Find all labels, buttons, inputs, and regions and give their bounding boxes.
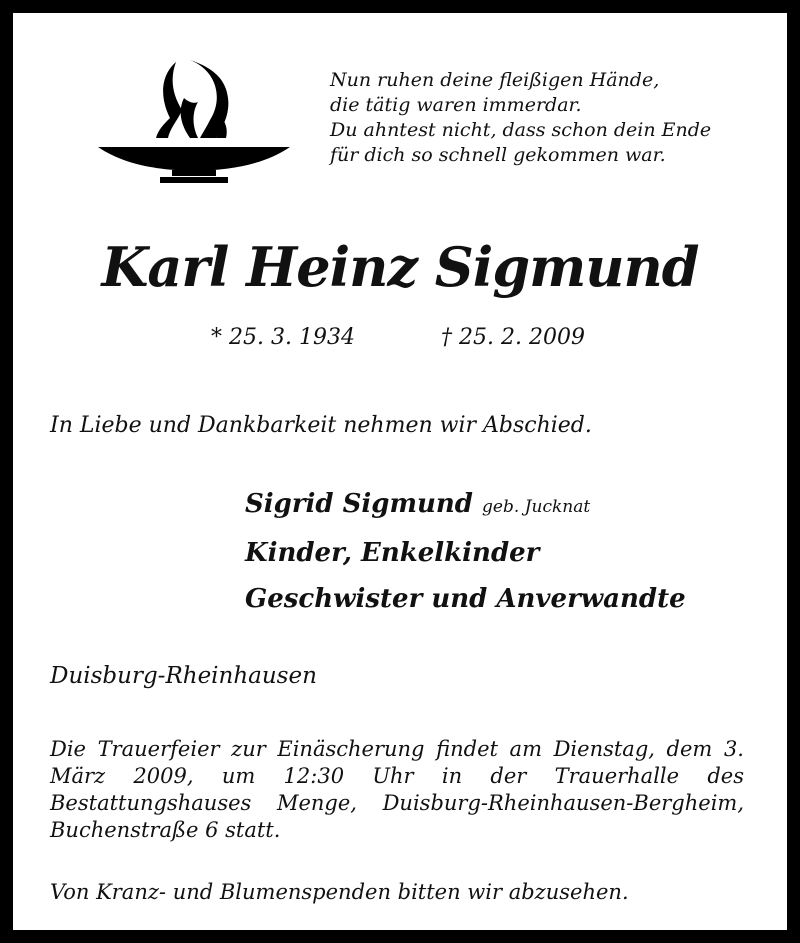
poem-line: Du ahntest nicht, dass schon dein Ende [330, 119, 712, 141]
deceased-name: Karl Heinz Sigmund [101, 235, 699, 299]
mourner-children: Kinder, Enkelkinder [245, 538, 540, 568]
poem-line: die tätig waren immerdar. [330, 94, 582, 116]
mourner-relatives: Geschwister und Anverwandte [245, 584, 686, 614]
birth-date: * 25. 3. 1934 [211, 325, 355, 350]
service-notice: Die Trauerfeier zur Einäscherung findet am Dienstag, dem 3. März 2009, um 12:30 Uhr in der Trauerhalle des Bestattungshauses Menge, Duisburg-Rheinhausen-Bergheim, Buchenstraße 6 statt. [50, 737, 744, 842]
poem-line: für dich so schnell gekommen war. [330, 144, 666, 166]
mourner-spouse-nee: geb. Jucknat [482, 497, 591, 517]
poem-line: Nun ruhen deine fleißigen Hände, [330, 69, 660, 91]
obituary-card [13, 13, 787, 930]
mourner-spouse-name: Sigrid Sigmund [245, 489, 473, 519]
flame-bowl-icon [98, 58, 290, 184]
death-date: † 25. 2. 2009 [441, 325, 585, 350]
poem [330, 68, 711, 168]
town: Duisburg-Rheinhausen [50, 663, 317, 689]
mourners-list [245, 481, 686, 622]
mourner-spouse [245, 481, 686, 530]
farewell-text: In Liebe und Dankbarkeit nehmen wir Abschied. [50, 413, 592, 438]
flowers-notice: Von Kranz- und Blumenspenden bitten wir abzusehen. [50, 880, 629, 904]
